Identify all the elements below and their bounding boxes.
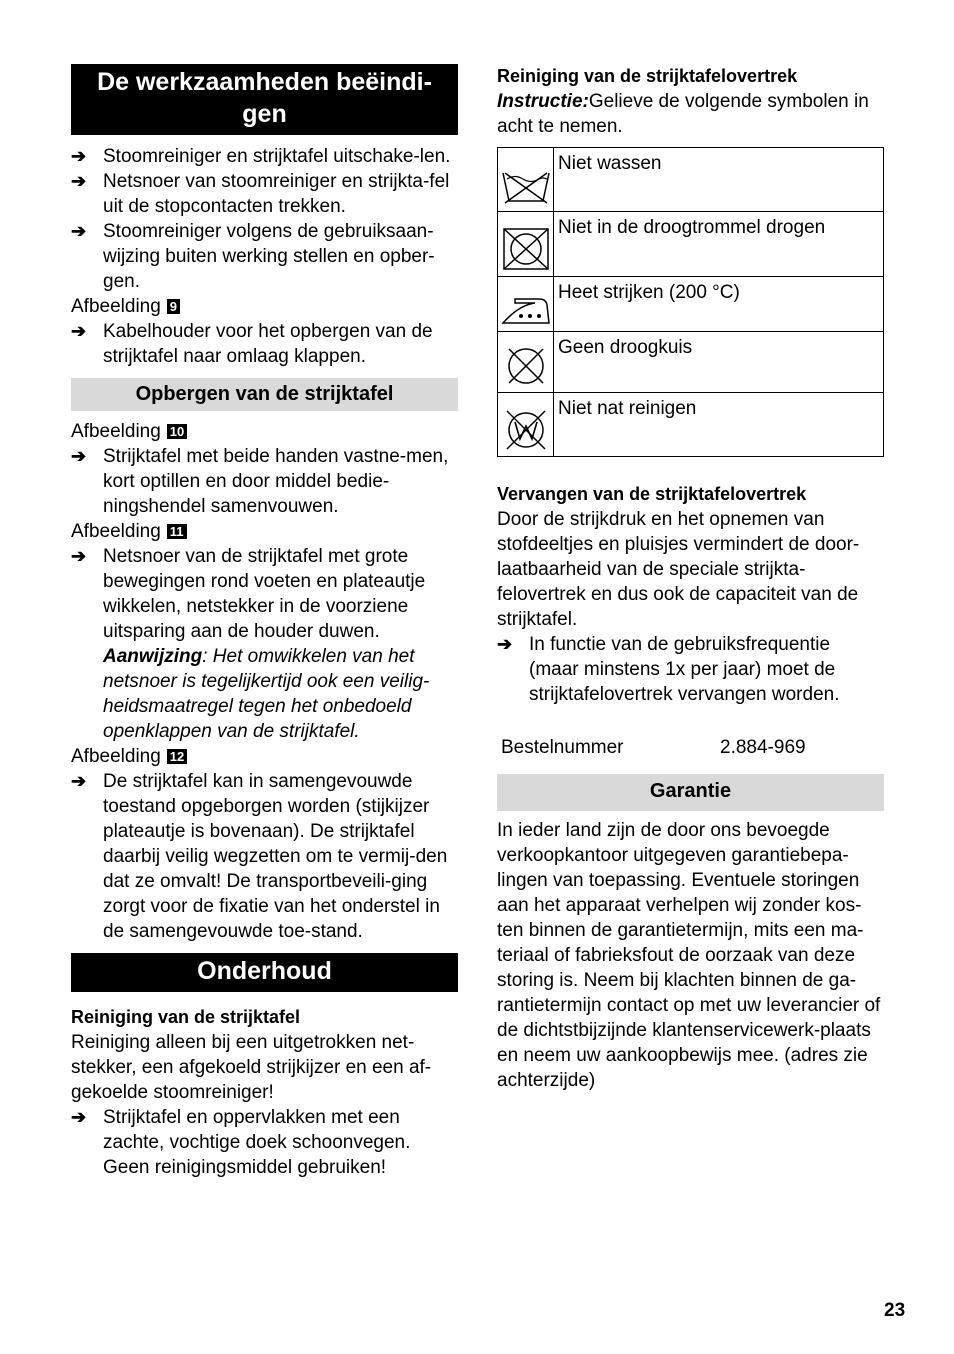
order-number-value: 2.884-969: [720, 737, 806, 758]
no-wash-icon: [499, 167, 553, 207]
arrow-icon: ➔: [71, 546, 87, 566]
arrow-icon: ➔: [71, 221, 87, 241]
section-title-text: De werkzaamheden beëindi-gen: [97, 68, 432, 128]
arrow-icon: ➔: [71, 1107, 87, 1127]
right-column: [497, 64, 884, 1093]
paragraph: Door de strijkdruk en het opnemen van stofdeeltjes en pluisjes vermindert de door-laatbaarheid van de speciale strijkta-felovertrek en dus ook de capaciteit van de strijktafel.: [497, 509, 860, 630]
instruction: Instructie:Gelieve de volgende symbolen in acht te nemen.: [497, 91, 869, 137]
figure-ref: Afbeelding 9: [71, 294, 458, 319]
table-row: [498, 212, 884, 277]
no-dry-clean-icon: [499, 344, 553, 388]
note-text: : Het omwikkelen van het netsnoer is tegelijkertijd ook een veilig-heidsmaatregel tegen het onbedoeld openklappen van de strijktafel.: [103, 646, 430, 742]
list-item: ➔ Stoomreiniger volgens de gebruiksaan-wijzing buiten werking stellen en opber-gen.: [71, 221, 435, 292]
order-number-label: Bestelnummer: [501, 737, 624, 758]
note: [103, 644, 458, 744]
iron-hot-icon: [499, 293, 553, 327]
symbol-label: Niet wassen: [554, 148, 884, 212]
note-label: Aanwijzing: [103, 646, 203, 667]
order-number-row: [497, 735, 884, 760]
subheading: Reiniging van de strijktafelovertrek: [497, 66, 798, 86]
figure-ref: Afbeelding 10: [71, 419, 458, 444]
no-wet-clean-icon: [499, 406, 553, 452]
figure-ref: Afbeelding 12: [71, 744, 458, 769]
figure-badge: 12: [167, 749, 187, 764]
no-tumble-dry-icon: [499, 226, 553, 272]
paragraph: In ieder land zijn de door ons bevoegde verkoopkantoor uitgegeven garantiebepa-lingen van toepassing. Eventuele storingen aan het apparaat verhelpen wij zonder kos-ten binnen de garantietermijn, mits een ma-teriaal of fabrieksfout de oorzaak van deze storing is. Neem bij klachten binnen de ga-rantietermijn contact op met uw leverancier of de dichtstbijzijnde klantenservicewerk-plaats en neem uw aankoopbewijs mee. (adres zie achterzijde): [497, 820, 881, 1091]
left-column: [71, 64, 458, 1180]
table-row: [498, 148, 884, 212]
symbol-label: Niet in de droogtrommel drogen: [554, 212, 884, 277]
list-item: ➔ In functie van de gebruiksfrequentie (maar minstens 1x per jaar) moet de strijktafelovertrek vervangen worden.: [497, 634, 840, 705]
figure-badge: 11: [167, 524, 187, 539]
arrow-icon: ➔: [497, 634, 513, 654]
table-row: [498, 393, 884, 457]
page-number: 23: [884, 1300, 906, 1321]
instruction-label: Instructie:: [497, 91, 589, 112]
figure-badge: 10: [167, 424, 187, 439]
figure-badge: 9: [167, 299, 180, 314]
arrow-icon: ➔: [71, 446, 87, 466]
list-item: ➔ Stoomreiniger en strijktafel uitschake-len.: [71, 146, 451, 167]
list-item: ➔ Strijktafel en oppervlakken met een zachte, vochtige doek schoonvegen. Geen reinigingsmiddel gebruiken!: [71, 1107, 411, 1178]
subheading: Reiniging van de strijktafel: [71, 1007, 301, 1027]
arrow-icon: ➔: [71, 321, 87, 341]
symbol-label: Niet nat reinigen: [554, 393, 884, 457]
storage-steps: [71, 419, 458, 944]
section-title-warranty: Garantie: [497, 774, 884, 811]
arrow-icon: ➔: [71, 771, 87, 791]
table-row: [498, 277, 884, 332]
section-title-storage: Opbergen van de strijktafel: [71, 378, 458, 411]
section-title-maintenance: Onderhoud: [71, 953, 458, 992]
arrow-icon: ➔: [71, 171, 87, 191]
list-item: ➔ Strijktafel met beide handen vastne-men, kort optillen en door middel bedie-ningshendel samenvouwen.: [71, 446, 449, 517]
arrow-icon: ➔: [71, 146, 87, 166]
symbol-label: Heet strijken (200 °C): [554, 277, 884, 332]
symbol-label: Geen droogkuis: [554, 332, 884, 393]
list-item: ➔ Netsnoer van stoomreiniger en strijkta-fel uit de stopcontacten trekken.: [71, 171, 450, 217]
section-title-finish: [71, 64, 458, 135]
list-item: ➔ Kabelhouder voor het opbergen van de strijktafel naar omlaag klappen.: [71, 321, 433, 367]
list-item: ➔ Netsnoer van de strijktafel met grote bewegingen rond voeten en plateautje wikkelen, netstekker in de voorziene uitsparing aan de houder duwen.: [71, 546, 426, 642]
figure-ref: Afbeelding 11: [71, 519, 458, 544]
subheading: Vervangen van de strijktafelovertrek: [497, 484, 807, 504]
paragraph: Reiniging alleen bij een uitgetrokken net-stekker, een afgekoeld strijkijzer en een af-gekoelde stoomreiniger!: [71, 1032, 432, 1103]
list-item: ➔ De strijktafel kan in samengevouwde toestand opgeborgen worden (stijkijzer plateautje is bovenaan). De strijktafel daarbij veilig wegzetten om te vermij-den dat ze omvalt! De transportbeveili-ging zorgt voor de fixatie van het onderstel in de samengevouwde toe-stand.: [71, 771, 448, 942]
maintenance-content: [71, 1005, 458, 1180]
table-row: [498, 332, 884, 393]
care-symbols-table: [497, 147, 884, 457]
finish-steps: [71, 144, 458, 369]
